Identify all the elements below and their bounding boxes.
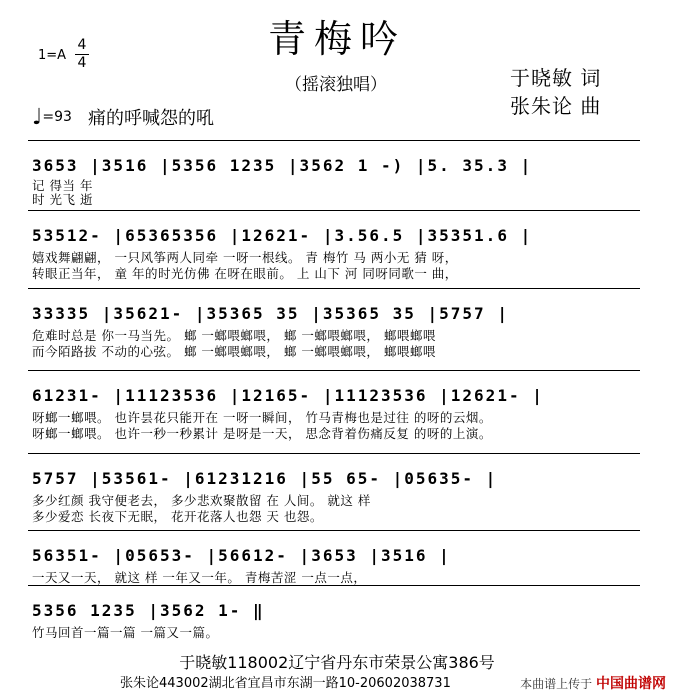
- score-row-lyrics-1: 竹马回首一篇一篇 一篇又一篇。: [32, 625, 219, 640]
- key-signature: 1=A: [38, 48, 67, 63]
- score-row-lyrics-2: 呀螂一螂喂。 也许一秒一秒累计 是呀是一天， 思念背着伤痛反复 的呀的上演。: [32, 426, 492, 441]
- score-row-lyrics-1: 嬉戏舞翩翩， 一只风筝两人同牵 一呀一根线。 青 梅竹 马 两小无 猜 呀，: [32, 250, 458, 265]
- quarter-note-icon: ♩: [32, 105, 43, 130]
- lyricist-credit: 于晓敏 词: [510, 66, 602, 90]
- score-row: [28, 140, 640, 207]
- tempo-marking: [32, 105, 72, 130]
- score-row: [28, 530, 640, 588]
- score-row-notes: 5356 1235 |3562 1- ‖: [32, 601, 265, 620]
- tempo-value: =93: [42, 109, 72, 125]
- score-row-rule: [28, 453, 640, 454]
- score-row: [28, 453, 640, 524]
- score-row-rule: [28, 210, 640, 211]
- score-row-notes: 5757 |53561- |61231216 |55 65- |05635- |: [32, 469, 498, 488]
- score-row-rule: [28, 585, 640, 586]
- score-row-rule: [28, 288, 640, 289]
- score-row-lyrics-1: 危难时总是 你一马当先。 螂 一螂喂螂喂， 螂 一螂喂螂喂， 螂喂螂喂: [32, 328, 436, 343]
- footer-address-1: 于晓敏118002辽宁省丹东市荣景公寓386号: [179, 653, 495, 672]
- time-signature: [75, 38, 89, 71]
- score-row-notes: 3653 |3516 |5356 1235 |3562 1 -) |5. 35.3 |: [32, 156, 533, 175]
- score-row-lyrics-2: 转眼正当年， 童 年的时光仿佛 在呀在眼前。 上 山下 河 同呀同歌一 曲，: [32, 266, 458, 281]
- score-row-notes: 33335 |35621- |35365 35 |35365 35 |5757 |: [32, 304, 509, 323]
- watermark-site: 中国曲谱网: [596, 676, 666, 692]
- time-signature-bottom: 4: [77, 55, 87, 71]
- score-row-lyrics-1: 呀螂一螂喂。 也许昙花只能开在 一呀一瞬间， 竹马青梅也是过往 的呀的云烟。: [32, 410, 492, 425]
- score-row-notes: 61231- |11123536 |12165- |11123536 |12621- |: [32, 386, 544, 405]
- score-row-rule: [28, 140, 640, 141]
- score-row-lyrics-1: 一天又一天， 就这 样 一年又一年。 青梅苦涩 一点一点，: [32, 570, 367, 585]
- composer-credit: 张朱论 曲: [510, 94, 602, 118]
- score-row-rule: [28, 530, 640, 531]
- score-row-notes: 53512- |65365356 |12621- |3.56.5 |35351.6 |: [32, 226, 533, 245]
- score-row: [28, 210, 640, 281]
- score-row-lyrics-2: 而今陌路拔 不动的心弦。 螂 一螂喂螂喂， 螂 一螂喂螂喂， 螂喂螂喂: [32, 344, 436, 359]
- score-row-lyrics-2: 多少爱恋 长夜下无眠， 花开花落人也怨 天 也怨。: [32, 509, 323, 524]
- score-row: [28, 288, 640, 359]
- score-row-lyrics-1: 记 得当 年: [32, 178, 93, 193]
- score-row-notes: 56351- |05653- |56612- |3653 |3516 |: [32, 546, 451, 565]
- watermark: [520, 673, 666, 693]
- score-row: [28, 585, 640, 643]
- song-title: 青梅吟: [267, 17, 406, 61]
- time-signature-top: 4: [77, 37, 87, 53]
- score-row-lyrics-2: 时 光飞 逝: [32, 192, 93, 207]
- watermark-prefix: 本曲谱上传于: [520, 677, 593, 691]
- song-subtitle: （摇滚独唱）: [285, 75, 387, 95]
- score-row-rule: [28, 370, 640, 371]
- score-row: [28, 370, 640, 441]
- footer-address-2: 张朱论443002湖北省宜昌市东湖一路10-20602038731: [120, 676, 451, 691]
- mood-text: 痛的呼喊怨的吼: [88, 108, 214, 129]
- score-row-lyrics-1: 多少红颜 我守便老去， 多少悲欢聚散留 在 人间。 就这 样: [32, 493, 371, 508]
